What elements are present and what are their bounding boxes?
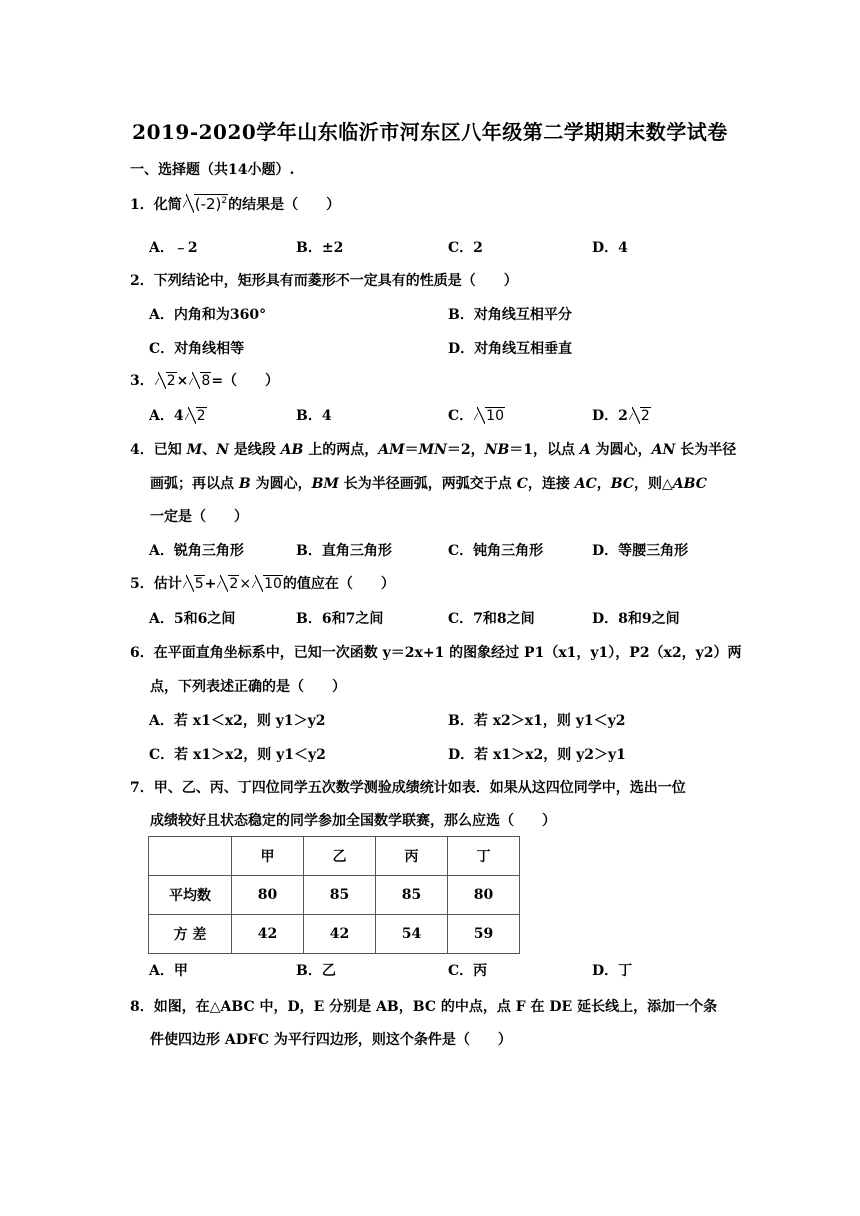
question-7-line-1: 7．甲、乙、丙、丁四位同学五次数学测验成绩统计如表．如果从这四位同学中，选出一位 (130, 780, 686, 796)
q2-option-d: D．对角线互相垂直 (448, 341, 573, 357)
question-4-line-3: 一定是（ ） (150, 509, 248, 525)
table-row (149, 876, 520, 915)
question-8-line-2: 件使四边形 ADFC 为平行四边形，则这个条件是（ ） (150, 1032, 512, 1048)
q7-option-d: D．丁 (592, 963, 633, 979)
q5-option-d: D．8和9之间 (592, 611, 680, 627)
table-cell: 42 (232, 915, 304, 954)
q6-option-c: C．若 x1＞x2，则 y1＜y2 (149, 747, 326, 763)
q5-option-a: A．5和6之间 (149, 611, 236, 627)
q3-option-a: A．4 2 (149, 408, 206, 424)
question-3: 3． 2× 8=（ ） (130, 373, 280, 389)
q6-option-d: D．若 x1＞x2，则 y2＞y1 (448, 747, 626, 763)
table-header-cell: 丁 (448, 837, 520, 876)
question-4-line-1: 4．已知 M、N 是线段 AB 上的两点，AM＝MN＝2，NB＝1，以点 A 为圆心，AN 长为半径 (130, 442, 737, 458)
table-header-row (149, 837, 520, 876)
question-2: 2．下列结论中，矩形具有而菱形不一定具有的性质是（ ） (130, 273, 518, 289)
question-4-line-2: 画弧；再以点 B 为圆心，BM 长为半径画弧，两弧交于点 C，连接 AC，BC，则△ABC (150, 476, 707, 492)
q2-option-b: B．对角线互相平分 (448, 307, 572, 323)
q2-option-a: A．内角和为360° (149, 307, 267, 323)
q4-option-d: D．等腰三角形 (592, 543, 689, 559)
q7-option-b: B．乙 (296, 963, 336, 979)
q2-option-c: C．对角线相等 (149, 341, 245, 357)
q6-option-a: A．若 x1＜x2，则 y1＞y2 (149, 713, 326, 729)
table-header-cell: 甲 (232, 837, 304, 876)
question-5: 5．估计 5+ 2× 10的值应在（ ） (130, 576, 395, 592)
q1-option-a: A．﹣2 (149, 240, 198, 256)
q7-option-a: A．甲 (149, 963, 188, 979)
table-cell: 平均数 (149, 876, 232, 915)
table-cell: 方 差 (149, 915, 232, 954)
question-8-line-1: 8．如图，在△ABC 中，D，E 分别是 AB，BC 的中点，点 F 在 DE 延长线上，添加一个条 (130, 999, 718, 1015)
q1-prefix: 化简 (153, 197, 182, 213)
q6-option-b: B．若 x2＞x1，则 y1＜y2 (448, 713, 626, 729)
table-cell: 42 (304, 915, 376, 954)
q3-radical-1: 2 (155, 372, 177, 389)
question-6-line-1: 6．在平面直角坐标系中，已知一次函数 y＝2x+1 的图象经过 P1（x1，y1），P2（x2，y2）两 (130, 645, 742, 661)
score-statistics-table (148, 836, 520, 954)
q1-option-b: B．±2 (296, 240, 344, 256)
table-cell: 80 (448, 876, 520, 915)
question-1 (130, 194, 340, 214)
table-header-cell: 丙 (376, 837, 448, 876)
q1-number: 1． (130, 197, 154, 213)
table-cell: 59 (448, 915, 520, 954)
q4-option-b: B．直角三角形 (296, 543, 392, 559)
question-6-line-2: 点，下列表述正确的是（ ） (150, 679, 346, 695)
table-row (149, 915, 520, 954)
q5-option-c: C．7和8之间 (448, 611, 535, 627)
q5-option-b: B．6和7之间 (296, 611, 384, 627)
q3-option-b: B．4 (296, 408, 332, 424)
q7-option-c: C．丙 (448, 963, 488, 979)
table-cell: 85 (376, 876, 448, 915)
q1-option-d: D．4 (592, 240, 628, 256)
q3-option-d: D．2 2 (592, 408, 650, 424)
section-heading: 一、选择题（共14小题）. (130, 162, 295, 178)
page-title: 2019-2020学年山东临沂市河东区八年级第二学期期末数学试卷 (132, 120, 728, 144)
table-cell: 85 (304, 876, 376, 915)
q3-option-c: C． 10 (448, 408, 504, 424)
q1-suffix: 的结果是（ ） (228, 197, 341, 213)
table-header-cell (149, 837, 232, 876)
table-cell: 80 (232, 876, 304, 915)
question-7-line-2: 成绩较好且状态稳定的同学参加全国数学联赛，那么应选（ ） (150, 813, 556, 829)
q4-option-c: C．钝角三角形 (448, 543, 544, 559)
q1-option-c: C．2 (448, 240, 483, 256)
table-header-cell: 乙 (304, 837, 376, 876)
q3-radical-2: 8 (189, 372, 211, 389)
q4-option-a: A．锐角三角形 (149, 543, 244, 559)
q1-radical: $(-2)^2$ (183, 194, 228, 213)
table-cell: 54 (376, 915, 448, 954)
